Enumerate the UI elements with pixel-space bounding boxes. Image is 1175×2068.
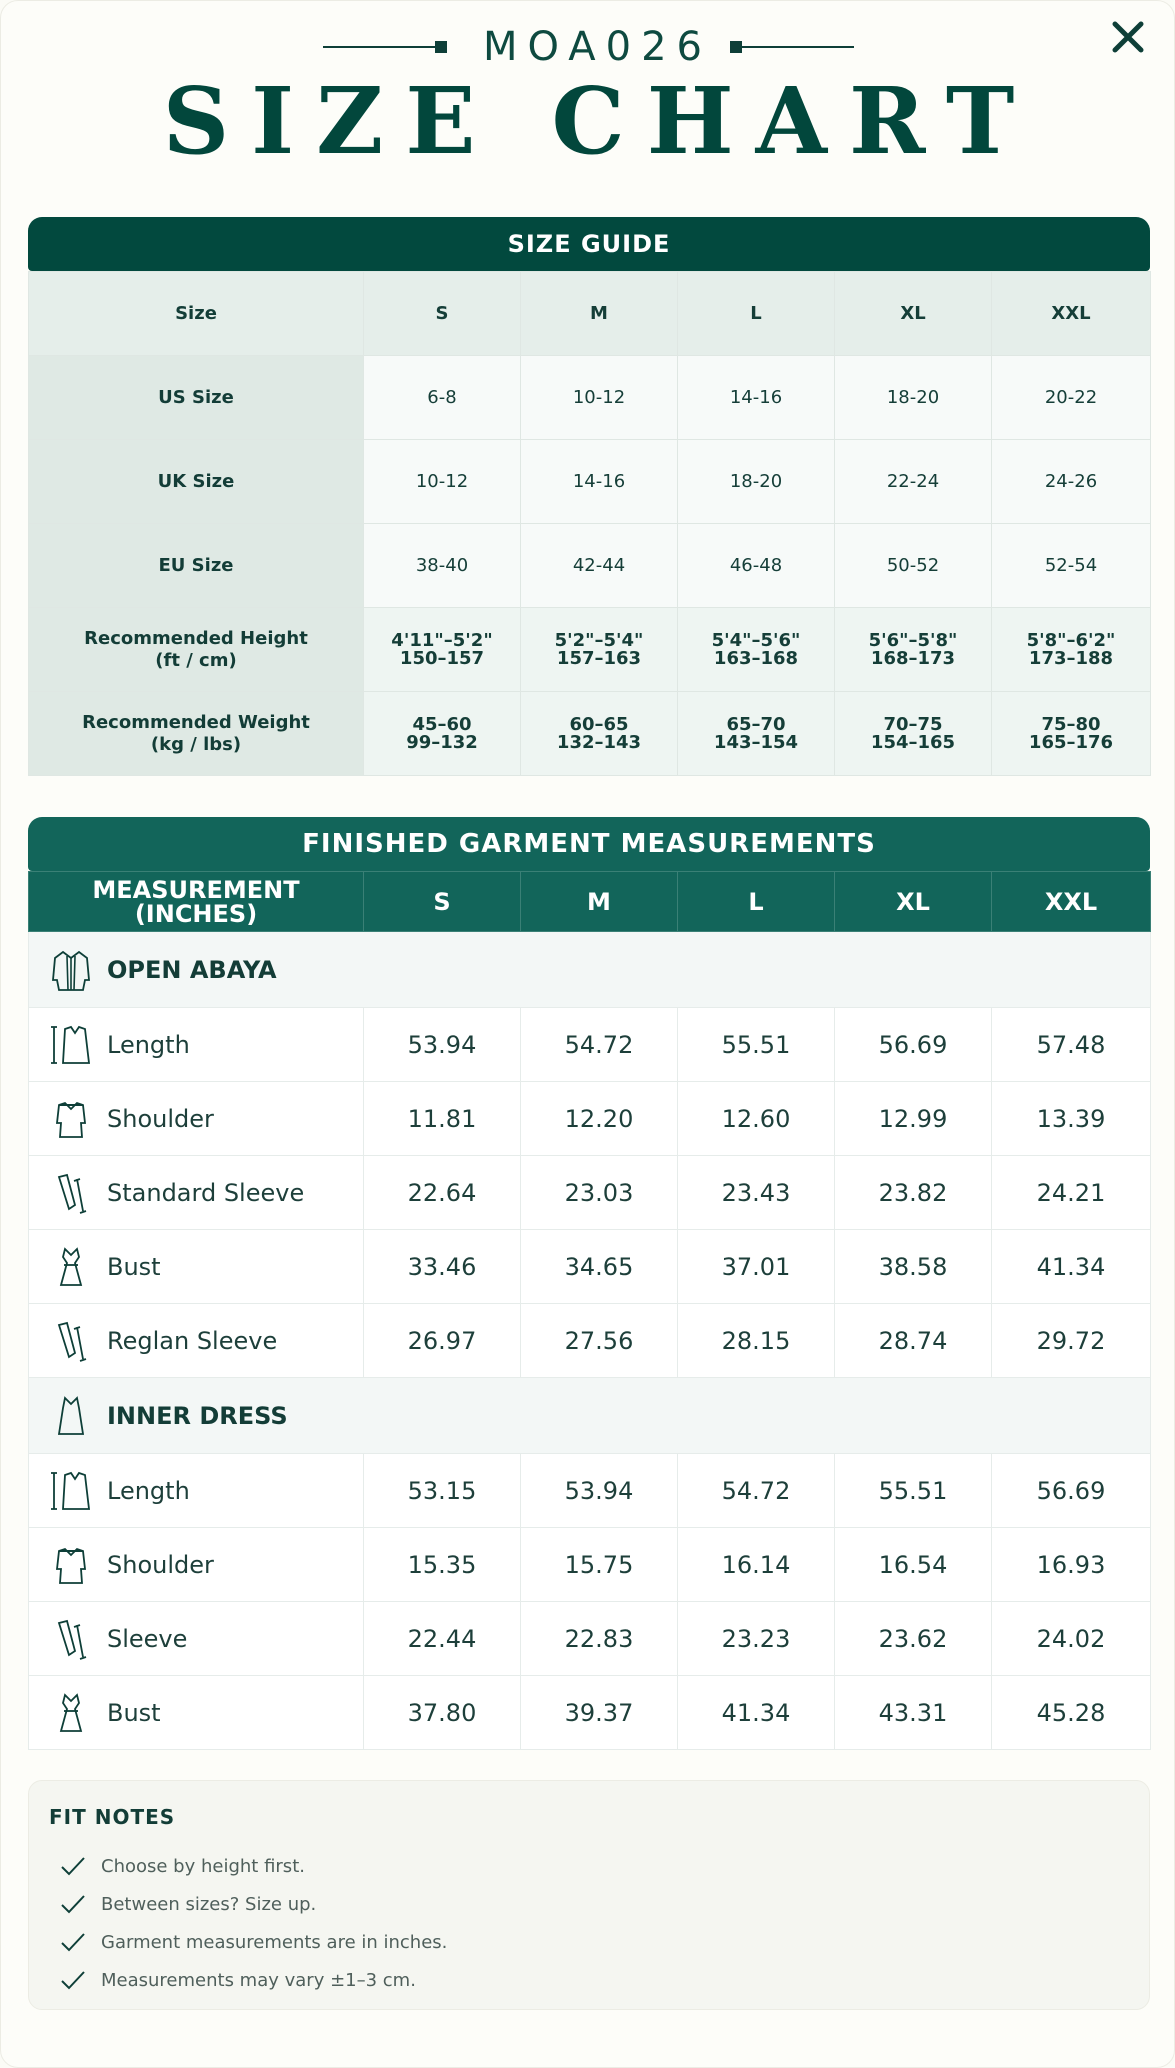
table-row <box>29 356 1151 440</box>
table-cell <box>678 692 835 776</box>
line-2: 165–176 <box>1028 731 1114 753</box>
fit-note-text: Measurements may vary ±1–3 cm. <box>101 1969 416 1991</box>
table-cell: 18-20 <box>678 440 835 524</box>
checkmark-icon <box>59 1969 87 1991</box>
fit-note-text: Garment measurements are in inches. <box>101 1931 448 1953</box>
shoulder-icon <box>49 1543 93 1587</box>
line-1: 60–65 <box>569 713 629 735</box>
line-1: 65–70 <box>726 713 786 735</box>
line-2: 163–168 <box>713 647 799 669</box>
table-cell: 53.94 <box>521 1454 678 1528</box>
table-cell: 37.01 <box>678 1230 835 1304</box>
table-cell: 27.56 <box>521 1304 678 1378</box>
list-item <box>49 1923 1129 1961</box>
line-2: 143–154 <box>713 731 799 753</box>
table-row <box>29 1676 1151 1750</box>
size-header-l: L <box>678 272 835 356</box>
table-cell: 57.48 <box>992 1008 1151 1082</box>
size-header-xxl: XXL <box>992 272 1151 356</box>
table-cell: 23.43 <box>678 1156 835 1230</box>
close-button[interactable] <box>1104 13 1152 61</box>
table-cell: 22.83 <box>521 1602 678 1676</box>
measurement-label <box>29 1008 364 1082</box>
table-row <box>29 1528 1151 1602</box>
line-1: 5'8"–6'2" <box>1026 629 1116 651</box>
size-header-m: M <box>521 872 678 932</box>
measurement-column-header <box>29 872 364 932</box>
measurement-label <box>29 1602 364 1676</box>
fit-note-text: Choose by height first. <box>101 1855 305 1877</box>
table-cell: 26.97 <box>364 1304 521 1378</box>
line-1: Recommended Weight <box>82 711 310 733</box>
garment-measurements-title: FINISHED GARMENT MEASUREMENTS <box>28 817 1150 871</box>
page-title: SIZE CHART <box>162 67 1037 175</box>
table-cell: 10-12 <box>364 440 521 524</box>
row-label: US Size <box>29 356 364 440</box>
group-row <box>29 1378 1151 1454</box>
table-cell <box>364 608 521 692</box>
table-cell: 56.69 <box>992 1454 1151 1528</box>
table-cell: 14-16 <box>678 356 835 440</box>
table-row <box>29 1304 1151 1378</box>
table-cell: 37.80 <box>364 1676 521 1750</box>
table-cell: 28.74 <box>835 1304 992 1378</box>
table-cell <box>835 608 992 692</box>
table-cell: 41.34 <box>678 1676 835 1750</box>
product-code: MOA026 <box>482 24 712 70</box>
line-1: Recommended Height <box>84 627 308 649</box>
table-cell: 16.54 <box>835 1528 992 1602</box>
table-cell: 43.31 <box>835 1676 992 1750</box>
measurement-name: Standard Sleeve <box>107 1178 305 1207</box>
table-cell <box>364 692 521 776</box>
measurement-name: Shoulder <box>107 1550 214 1579</box>
table-cell: 22.44 <box>364 1602 521 1676</box>
measurement-label <box>29 1676 364 1750</box>
table-row <box>29 1454 1151 1528</box>
measurement-name: Reglan Sleeve <box>107 1326 278 1355</box>
table-cell: 23.23 <box>678 1602 835 1676</box>
table-cell: 52-54 <box>992 524 1151 608</box>
fit-note-text: Between sizes? Size up. <box>101 1893 317 1915</box>
table-cell: 55.51 <box>678 1008 835 1082</box>
table-cell: 38.58 <box>835 1230 992 1304</box>
measurement-name: Length <box>107 1476 190 1505</box>
row-label: UK Size <box>29 440 364 524</box>
table-cell: 6-8 <box>364 356 521 440</box>
size-header-l: L <box>678 872 835 932</box>
size-row <box>29 272 1151 356</box>
table-cell: 54.72 <box>678 1454 835 1528</box>
checkmark-icon <box>59 1855 87 1877</box>
measurement-label <box>29 1528 364 1602</box>
product-code-row <box>1 21 1175 73</box>
table-cell <box>521 692 678 776</box>
table-cell: 38-40 <box>364 524 521 608</box>
table-cell: 55.51 <box>835 1454 992 1528</box>
table-cell: 11.81 <box>364 1082 521 1156</box>
size-header-s: S <box>364 872 521 932</box>
table-cell: 34.65 <box>521 1230 678 1304</box>
table-cell: 12.99 <box>835 1082 992 1156</box>
fit-notes-list <box>49 1847 1129 1999</box>
table-cell: 33.46 <box>364 1230 521 1304</box>
table-cell: 41.34 <box>992 1230 1151 1304</box>
size-header-xl: XL <box>835 272 992 356</box>
table-cell: 23.82 <box>835 1156 992 1230</box>
table-row <box>29 1602 1151 1676</box>
line-2: (ft / cm) <box>155 649 237 671</box>
group-label <box>29 1378 1151 1454</box>
fit-notes <box>28 1780 1150 2010</box>
line-2: 150–157 <box>399 647 485 669</box>
table-cell: 28.15 <box>678 1304 835 1378</box>
line-2: 132–143 <box>556 731 642 753</box>
garment-measurements-section <box>28 817 1150 1750</box>
table-cell: 13.39 <box>992 1082 1151 1156</box>
shoulder-icon <box>49 1097 93 1141</box>
bust-icon <box>49 1245 93 1289</box>
header <box>1 1 1175 181</box>
size-corner-label: Size <box>29 272 364 356</box>
table-cell <box>835 692 992 776</box>
line-1: 5'6"–5'8" <box>868 629 958 651</box>
table-header-row <box>29 872 1151 932</box>
table-cell <box>992 692 1151 776</box>
table-cell: 15.75 <box>521 1528 678 1602</box>
line-2: 99–132 <box>406 731 478 753</box>
size-guide-section <box>28 217 1150 776</box>
length-icon <box>49 1023 93 1067</box>
bust-icon <box>49 1691 93 1735</box>
line-1: 45–60 <box>412 713 472 735</box>
close-icon <box>1111 20 1145 54</box>
table-cell: 10-12 <box>521 356 678 440</box>
fit-notes-title: FIT NOTES <box>49 1805 176 1829</box>
table-cell: 46-48 <box>678 524 835 608</box>
size-header-xl: XL <box>835 872 992 932</box>
table-row <box>29 1156 1151 1230</box>
checkmark-icon <box>59 1931 87 1953</box>
table-cell <box>678 608 835 692</box>
table-cell: 24-26 <box>992 440 1151 524</box>
table-row <box>29 1008 1151 1082</box>
line-1: 75–80 <box>1041 713 1101 735</box>
measurement-name: Length <box>107 1030 190 1059</box>
table-cell: 53.94 <box>364 1008 521 1082</box>
recommended-weight-row <box>29 692 1151 776</box>
table-cell: 24.21 <box>992 1156 1151 1230</box>
group-name: INNER DRESS <box>107 1401 288 1430</box>
table-cell: 50-52 <box>835 524 992 608</box>
table-cell: 12.60 <box>678 1082 835 1156</box>
group-name: OPEN ABAYA <box>107 955 277 984</box>
table-cell: 22.64 <box>364 1156 521 1230</box>
table-cell: 12.20 <box>521 1082 678 1156</box>
size-header-xxl: XXL <box>992 872 1151 932</box>
line-2: 168–173 <box>870 647 956 669</box>
line-1: 70–75 <box>883 713 943 735</box>
sleeve-icon <box>49 1171 93 1215</box>
size-header-s: S <box>364 272 521 356</box>
table-cell: 56.69 <box>835 1008 992 1082</box>
table-cell: 24.02 <box>992 1602 1151 1676</box>
measurement-label <box>29 1156 364 1230</box>
table-cell: 20-22 <box>992 356 1151 440</box>
size-guide-title: SIZE GUIDE <box>28 217 1150 271</box>
row-label <box>29 608 364 692</box>
measurement-label <box>29 1230 364 1304</box>
line-2: (kg / lbs) <box>150 733 242 755</box>
abaya-icon <box>49 948 93 992</box>
line-2: (INCHES) <box>134 899 258 928</box>
measurement-name: Shoulder <box>107 1104 214 1133</box>
garment-measurements-table <box>28 871 1151 1750</box>
table-cell: 16.14 <box>678 1528 835 1602</box>
table-cell <box>521 608 678 692</box>
line-1: 5'2"–5'4" <box>554 629 644 651</box>
size-header-m: M <box>521 272 678 356</box>
table-cell: 29.72 <box>992 1304 1151 1378</box>
length-icon <box>49 1469 93 1513</box>
table-row <box>29 524 1151 608</box>
checkmark-icon <box>59 1893 87 1915</box>
line-1: MEASUREMENT <box>92 875 300 904</box>
measurement-label <box>29 1454 364 1528</box>
table-cell: 39.37 <box>521 1676 678 1750</box>
sleeve-icon <box>49 1617 93 1661</box>
dress-icon <box>49 1394 93 1438</box>
table-row <box>29 1230 1151 1304</box>
table-cell: 18-20 <box>835 356 992 440</box>
table-cell: 23.62 <box>835 1602 992 1676</box>
measurement-name: Bust <box>107 1252 161 1281</box>
table-row <box>29 440 1151 524</box>
table-cell: 42-44 <box>521 524 678 608</box>
line-1: 4'11"–5'2" <box>391 629 493 651</box>
line-1: 5'4"–5'6" <box>711 629 801 651</box>
measurement-name: Bust <box>107 1698 161 1727</box>
table-cell: 16.93 <box>992 1528 1151 1602</box>
list-item <box>49 1961 1129 1999</box>
table-cell: 23.03 <box>521 1156 678 1230</box>
row-label <box>29 692 364 776</box>
group-row <box>29 932 1151 1008</box>
measurement-name: Sleeve <box>107 1624 188 1653</box>
decorative-line-left <box>323 41 447 53</box>
table-cell: 53.15 <box>364 1454 521 1528</box>
recommended-height-row <box>29 608 1151 692</box>
table-cell: 22-24 <box>835 440 992 524</box>
list-item <box>49 1885 1129 1923</box>
measurement-label <box>29 1082 364 1156</box>
line-2: 154–165 <box>870 731 956 753</box>
table-cell <box>992 608 1151 692</box>
size-guide-table <box>28 271 1151 776</box>
list-item <box>49 1847 1129 1885</box>
group-label <box>29 932 1151 1008</box>
row-label: EU Size <box>29 524 364 608</box>
table-cell: 45.28 <box>992 1676 1151 1750</box>
table-cell: 14-16 <box>521 440 678 524</box>
line-2: 173–188 <box>1028 647 1114 669</box>
decorative-line-right <box>730 41 854 53</box>
measurement-label <box>29 1304 364 1378</box>
sleeve-icon <box>49 1319 93 1363</box>
table-row <box>29 1082 1151 1156</box>
table-cell: 54.72 <box>521 1008 678 1082</box>
line-2: 157–163 <box>556 647 642 669</box>
table-cell: 15.35 <box>364 1528 521 1602</box>
